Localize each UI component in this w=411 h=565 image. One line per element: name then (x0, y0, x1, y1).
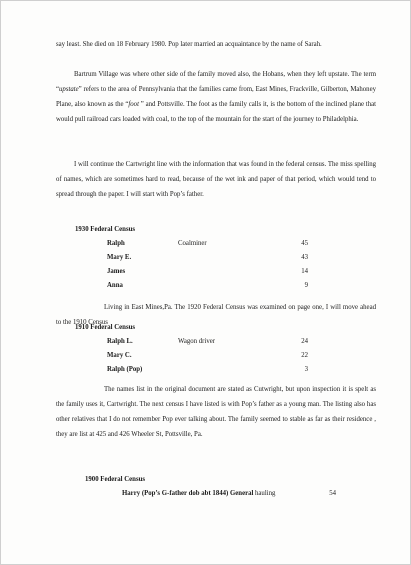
paragraph-east-mines-content: Living in East Mines,Pa. The 1920 Federal Census was examined on page one, I will move ahead to the 1910 Census (56, 304, 376, 326)
census-name: Mary E. (107, 254, 132, 261)
paragraph-bartrum-text-a: Bartrum Village was where other side of the family moved also, the Hobans, when they left upstate. The term “ (56, 71, 376, 93)
census-1910-heading: 1910 Federal Census (75, 324, 136, 331)
census-age: 22 (301, 352, 308, 359)
census-name: Harry (Pop’s G-father dob abt 1844) General (122, 490, 254, 497)
census-name: Ralph (107, 240, 125, 247)
census-age: 24 (301, 338, 308, 345)
census-name: Mary C. (107, 352, 132, 359)
census-occupation: Coalminer (178, 240, 207, 247)
census-occupation: hauling (255, 490, 276, 497)
census-name: Ralph L. (107, 338, 133, 345)
census-age: 45 (301, 240, 308, 247)
census-name: James (107, 268, 126, 275)
paragraph-cartwright-line: I will continue the Cartwright line with the information that was found in the federal census. The miss spelling of names, which are sometimes hard to read, because of the wet ink and paper of that period, which would tend to spread through the paper. I will start with Pop’s father. (56, 161, 376, 198)
paragraph-names-list (56, 382, 376, 442)
paragraph-bartrum (56, 67, 376, 127)
upstate-term: upstate (59, 86, 79, 93)
census-1930-heading: 1930 Federal Census (75, 226, 136, 233)
paragraph-intro: say least. She died on 18 February 1980. Pop later married an acquaintance by the name of Sarah. (56, 41, 322, 48)
paragraph-bartrum-text-b: ” refers to the area of Pennsylvania that the families came from, East Mines, Frackville, Gilberton, Mahoney Plane, also known as the “ (56, 86, 376, 108)
census-age: 3 (304, 366, 308, 373)
census-name: Anna (107, 282, 123, 289)
census-occupation: Wagon driver (178, 338, 216, 345)
census-age: 14 (301, 268, 308, 275)
foot-term: foot (128, 101, 139, 108)
census-age: 54 (329, 490, 336, 497)
paragraph-names-list-content: The names list in the original document are stated as Cutwright, but upon inspection it is spelt as the family uses it, Cartwright. The next census I have listed is with Pop’s father as a young man. The listing also has other relatives that I do not remember Pop ever talking about. The family seemed to stable as far as their residence , they are list at 425 and 426 Wheeler St, Pottsville, Pa. (56, 386, 376, 438)
paragraph-bartrum-text-c: ” and Pottsville. The foot as the family calls it, is the bottom of the inclined plane that would pull railroad cars loaded with coal, to the top of the mountain for the start of the journey to Philadelphia. (56, 101, 376, 123)
census-age: 9 (304, 282, 308, 289)
census-name: Ralph (Pop) (107, 366, 143, 373)
census-1900-heading: 1900 Federal Census (85, 476, 146, 483)
census-age: 43 (301, 254, 308, 261)
